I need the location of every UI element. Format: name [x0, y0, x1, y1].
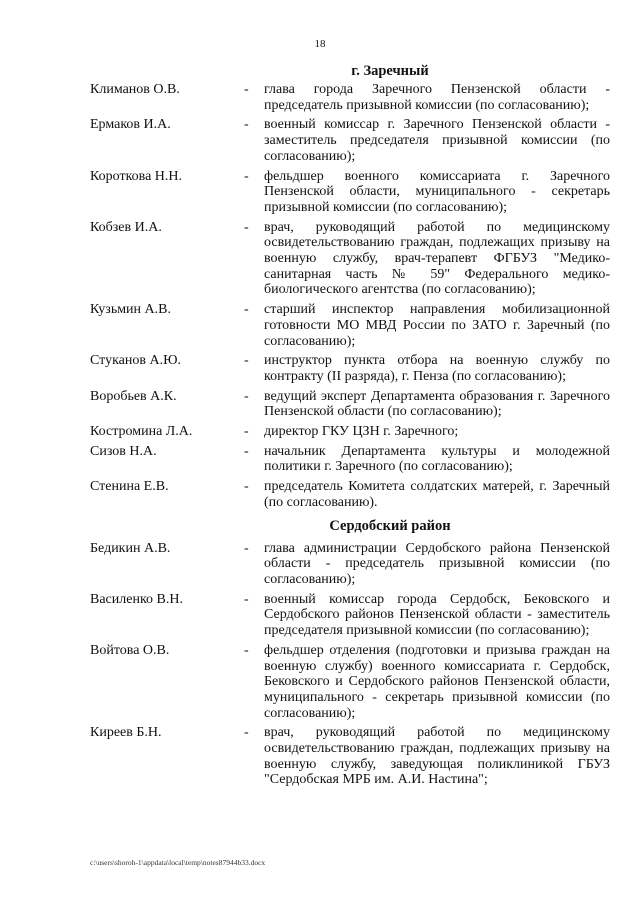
separator-dash: -: [244, 725, 249, 741]
member-name: Стуканов А.Ю.: [90, 353, 181, 369]
member-role: директор ГКУ ЦЗН г. Заречного;: [264, 424, 459, 440]
separator-dash: -: [244, 540, 249, 556]
member-role: врач, руководящий работой по медицинскому освидетельствованию граждан, подлежащих призыву на военную службу, врач-терапевт ФГБУЗ "Медико-санитарная часть № 59" Федерального медико-биологического агентства (по согласованию);: [264, 219, 610, 298]
separator-dash: -: [244, 302, 249, 318]
section-title-zarechny: г. Заречный: [351, 63, 429, 79]
member-role: фельдшер военного комиссариата г. Заречного Пензенской области, муниципального - секретарь призывной комиссии (по согласованию);: [264, 168, 610, 215]
member-role: председатель Комитета солдатских матерей, г. Заречный (по согласованию).: [264, 479, 610, 510]
member-role: фельдшер отделения (подготовки и призыва граждан на военную службу) военного комиссариата г. Сердобск, Бековского и Сердобского районов Пензенской области, муниципального - секретарь призывной комиссии (по согласованию);: [264, 642, 610, 721]
member-name: Киреев Б.Н.: [90, 725, 162, 741]
member-role: старший инспектор направления мобилизационной готовности МО МВД России по ЗАТО г. Заречный (по согласованию);: [264, 302, 610, 349]
member-role: военный комиссар города Сердобск, Бековского и Сердобского районов Пензенской области - заместитель председателя призывной комиссии (по согласованию);: [264, 591, 610, 639]
member-role: инструктор пункта отбора на военную службу по контракту (II разряда), г. Пенза (по согласованию);: [264, 353, 610, 384]
member-row: [90, 725, 610, 788]
separator-dash: -: [244, 388, 249, 404]
member-row: [90, 479, 610, 510]
separator-dash: -: [244, 353, 249, 369]
member-row: [90, 117, 610, 164]
member-row: [90, 424, 610, 440]
separator-dash: -: [244, 82, 249, 97]
member-name: Климанов О.В.: [90, 82, 180, 97]
member-row: [90, 592, 610, 639]
member-name: Кузьмин А.В.: [90, 302, 171, 318]
page-number: 18: [314, 38, 326, 50]
member-name: Василенко В.Н.: [90, 591, 183, 607]
member-role: начальник Департамента культуры и молодежной политики г. Заречного (по согласованию);: [264, 443, 610, 475]
member-name: Воробьев А.К.: [90, 388, 177, 404]
separator-dash: -: [244, 443, 249, 459]
member-name: Сизов Н.А.: [90, 443, 157, 459]
member-row: [90, 302, 610, 349]
separator-dash: -: [244, 117, 249, 133]
member-role: ведущий эксперт Департамента образования г. Заречного Пензенской области (по согласованию);: [264, 388, 610, 420]
separator-dash: -: [244, 219, 249, 235]
separator-dash: -: [244, 479, 249, 495]
member-name: Короткова Н.Н.: [90, 168, 183, 184]
member-row: [90, 389, 610, 420]
separator-dash: -: [244, 642, 249, 658]
member-role: глава города Заречного Пензенской области - председатель призывной комиссии (по согласованию);: [264, 82, 610, 113]
member-row: [90, 220, 610, 299]
member-role: военный комиссар г. Заречного Пензенской области - заместитель председателя призывной комиссии (по согласованию);: [264, 117, 610, 164]
member-row: [90, 82, 610, 113]
member-row: [90, 541, 610, 588]
file-path-footer: c:\users\shoroh-1\appdata\local\temp\notes87944b33.docx: [90, 858, 266, 867]
member-row: [90, 353, 610, 384]
separator-dash: -: [244, 168, 249, 184]
member-name: Бедикин А.В.: [90, 540, 171, 556]
member-name: Войтова О.В.: [90, 642, 170, 658]
member-name: Кобзев И.А.: [90, 219, 162, 235]
document-body: [90, 62, 610, 792]
member-role: глава администрации Сердобского района Пензенской области - председатель призывной комиссии (по согласованию);: [264, 540, 610, 587]
member-name: Костромина Л.А.: [90, 424, 193, 440]
section-title-serdobsk: Сердобский район: [329, 517, 451, 534]
member-role: врач, руководящий работой по медицинскому освидетельствованию граждан, подлежащих призыву на военную службу, заведующая поликлиникой ГБУЗ "Сердобская МРБ им. А.И. Настина";: [264, 725, 610, 788]
separator-dash: -: [244, 424, 249, 440]
member-row: [90, 169, 610, 216]
separator-dash: -: [244, 591, 249, 607]
member-row: [90, 444, 610, 475]
member-name: Стенина Е.В.: [90, 479, 169, 495]
member-name: Ермаков И.А.: [90, 117, 171, 133]
member-row: [90, 643, 610, 722]
